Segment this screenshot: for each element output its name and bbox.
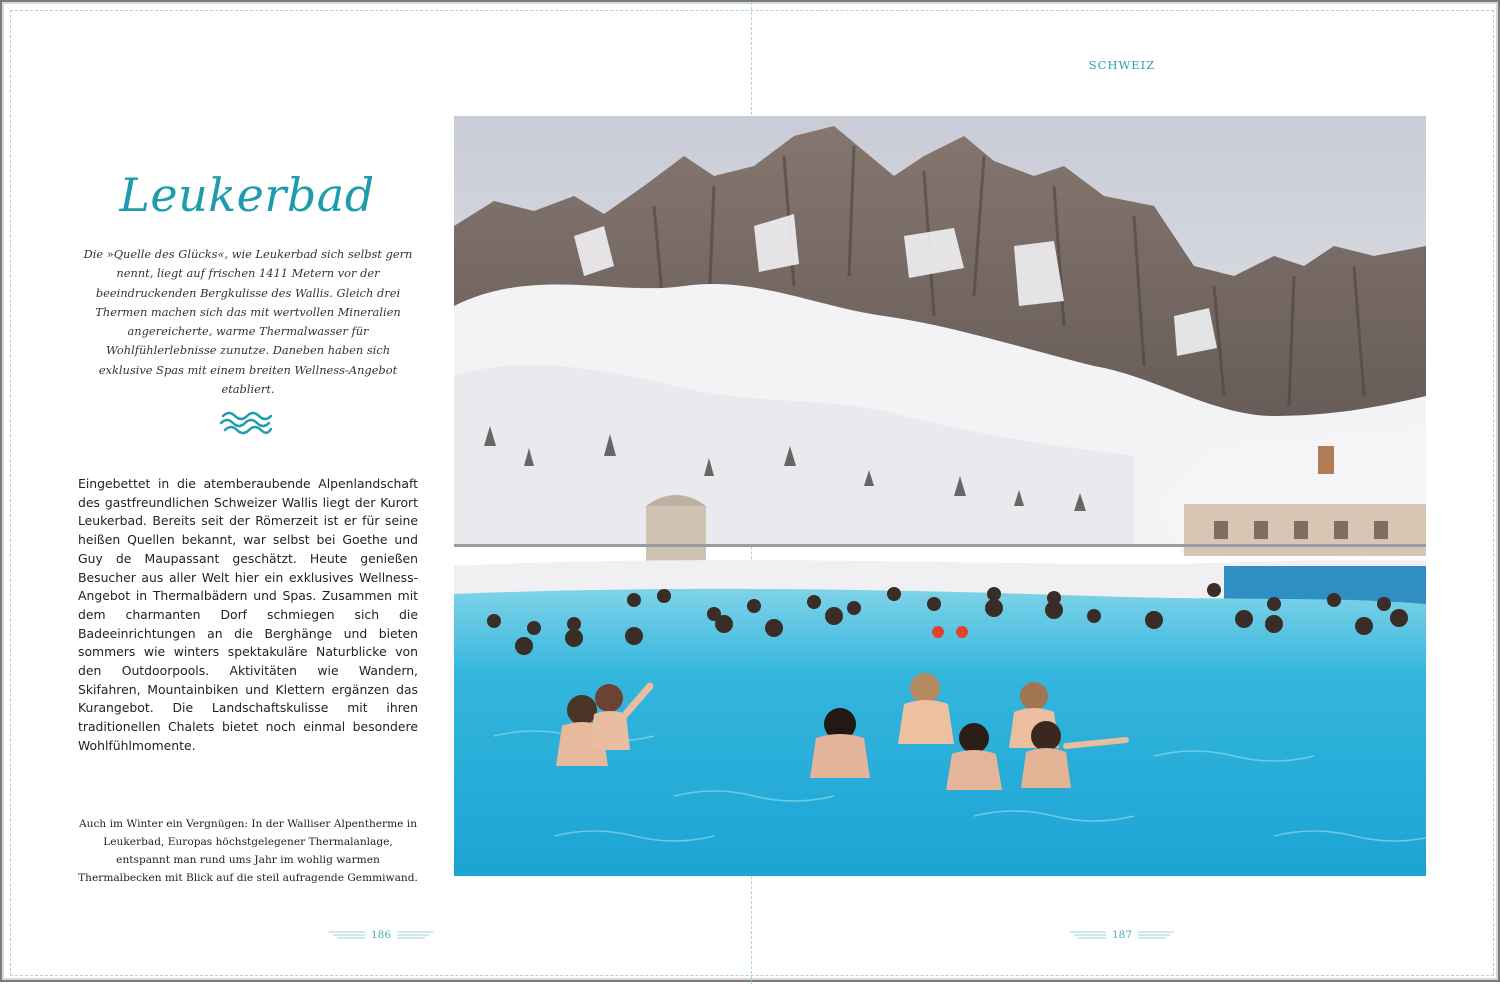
pool-photo [454,116,1426,876]
page-number-text: 186 [370,929,392,941]
photo-illustration [454,116,1426,876]
page-number-right [1062,926,1182,944]
section-label: SCHWEIZ [1088,58,1156,72]
body-text: Eingebettet in die atemberaubende Alpenlandschaft des gastfreundlichen Schweizer Wallis liegt der Kurort Leukerbad. Bereits seit der Römerzeit ist er für seine heißen Quellen bekannt, war selbst bei Goethe und Guy de Maupassant geschätzt. Heute genießen Besucher aus aller Welt hier ein exklusives Wellness-Angebot in Thermalbädern und Spas. Zusammen mit dem charmanten Dorf schmiegen sich die Badeeinrichtungen an die Berghänge und bieten sommers wie winters spektakuläre Naturblicke von den Outdoorpools. Aktivitäten wie Wandern, Skifahren, Mountainbiken und Klettern ergänzen das Kurangebot. Die Landschaftskulisse mit ihren traditionellen Chalets bietet noch einmal besondere Wohlfühlmomente. [78,476,418,753]
page-number-left [321,926,441,944]
folio-rule-left [1070,930,1106,940]
page-number-text: 187 [1111,929,1133,941]
photo-caption: Auch im Winter ein Vergnügen: In der Walliser Alpentherme in Leukerbad, Europas höchstgelegener Thermalanlage, entspannt man rund ums Jahr im wohlig warmen Thermalbecken mit Blick auf die steil aufragende Gemmiwand. [78,818,418,884]
folio-rule-right [1138,930,1174,940]
wave-ornament-icon [219,407,275,435]
folio-rule-right [397,930,433,940]
folio-rule-left [329,930,365,940]
intro-paragraph: Die »Quelle des Glücks«, wie Leukerbad sich selbst gern nennt, liegt auf frischen 1411 Metern vor der beeindruckenden Bergkulisse des Wallis. Gleich drei Thermen machen sich das mit wertvollen Mineralien angereicherte, warme Thermalwasser für Wohlfühlerlebnisse zunutze. Daneben haben sich exklusive Spas mit einem breiten Wellness-Angebot etabliert. [83,247,413,397]
article-title: Leukerbad [119,168,375,222]
